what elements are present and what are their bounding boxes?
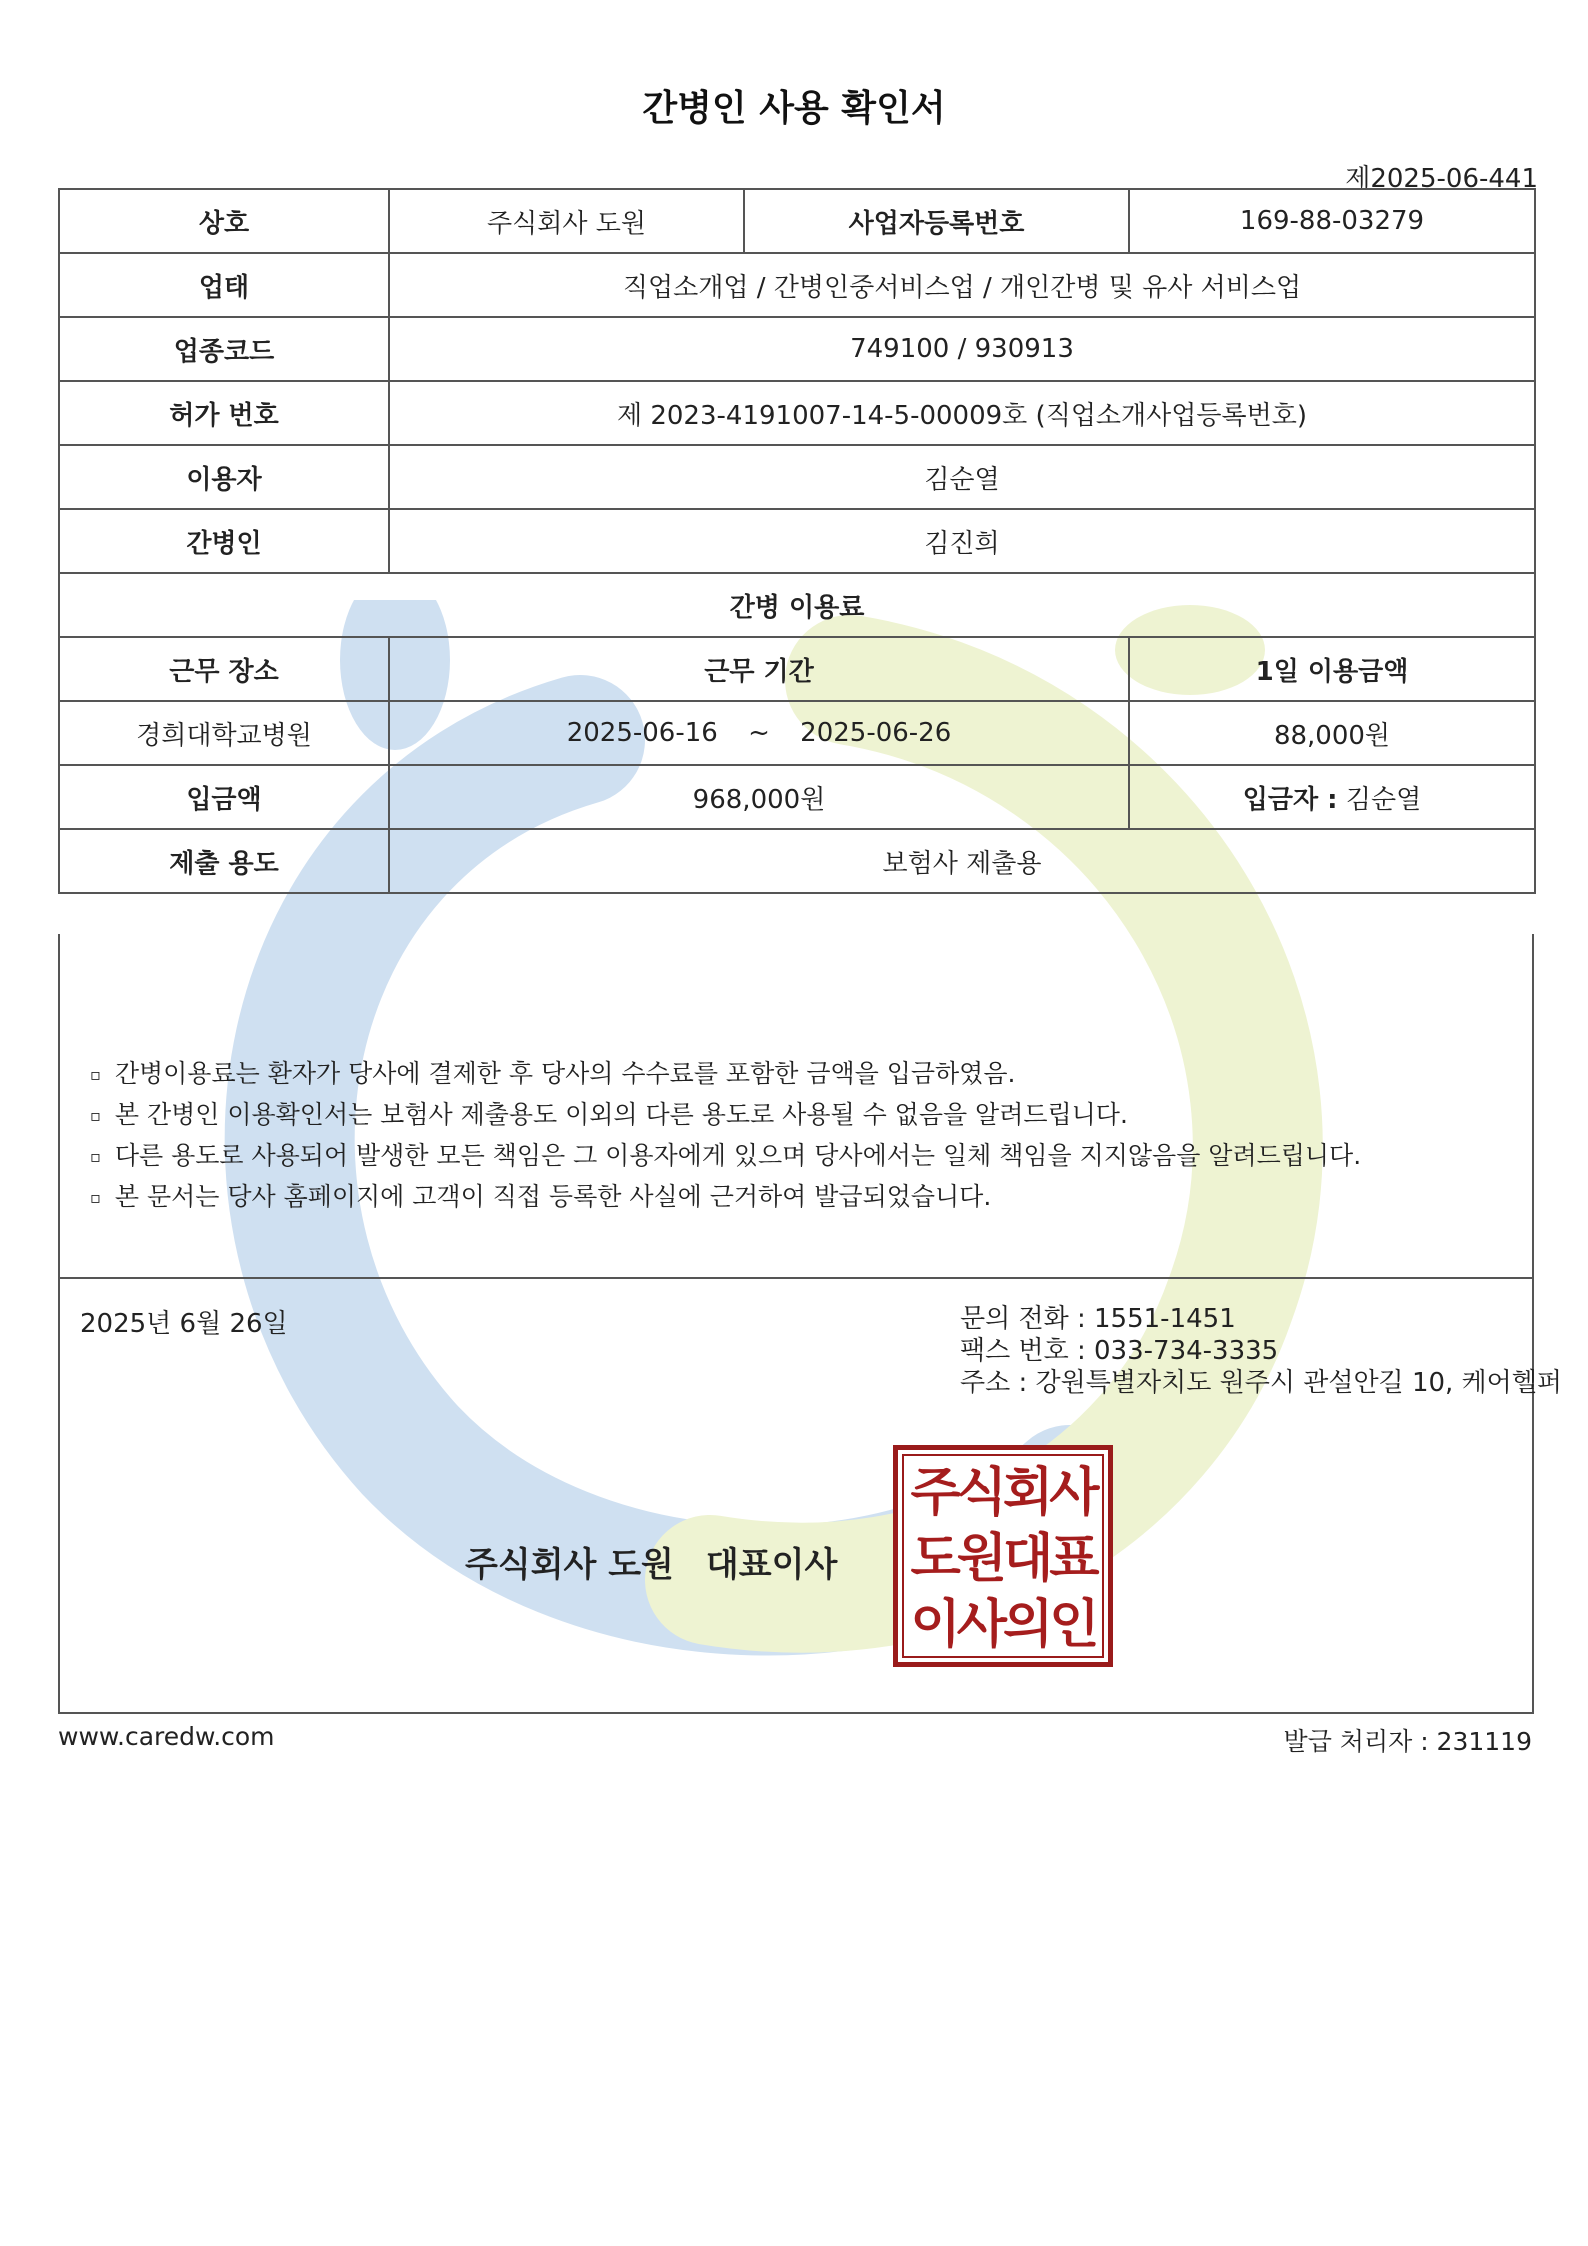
industry-code-label: 업종코드	[59, 317, 389, 381]
phone: 문의 전화 : 1551-1451	[960, 1304, 1236, 1334]
caregiver-label: 간병인	[59, 509, 389, 573]
license-label: 허가 번호	[59, 381, 389, 445]
info-table	[58, 188, 1536, 894]
seal-row: 주식회사	[910, 1463, 1096, 1523]
reg-number-label: 사업자등록번호	[744, 189, 1129, 253]
contact-info	[960, 1303, 1562, 1399]
depositor-label: 입금자 :	[1242, 784, 1338, 815]
reg-number: 169-88-03279	[1129, 189, 1535, 253]
signature-box	[58, 1279, 1563, 1714]
purpose: 보험사 제출용	[389, 829, 1535, 893]
daily-fee: 88,000원	[1129, 701, 1535, 765]
deposit-row	[59, 765, 1535, 829]
bullet-icon: ▫	[90, 1147, 101, 1166]
caregiver-name: 김진희	[389, 509, 1535, 573]
user-label: 이용자	[59, 445, 389, 509]
fee-header-row	[59, 637, 1535, 701]
work-place-label: 근무 장소	[59, 637, 389, 701]
fax: 팩스 번호 : 033-734-3335	[960, 1336, 1279, 1366]
notice-text: 본 간병인 이용확인서는 보험사 제출용도 이외의 다른 용도로 사용될 수 없음을 알려드립니다.	[114, 1100, 1128, 1129]
biz-type-label: 업태	[59, 253, 389, 317]
signature-line	[465, 1537, 869, 1586]
notice-text: 다른 용도로 사용되어 발생한 모든 책임은 그 이용자에게 있으며 당사에서는 일체 책임을 지지않음을 알려드립니다.	[114, 1141, 1362, 1170]
bullet-icon: ▫	[90, 1065, 101, 1084]
biz-type-row	[59, 253, 1535, 317]
ceo-title: 대표이사	[705, 1545, 838, 1585]
website-link[interactable]: www.caredw.com	[58, 1722, 275, 1751]
depositor-name: 김순열	[1345, 784, 1422, 815]
notice-item	[90, 1136, 1532, 1177]
seal-row: 도원대표	[910, 1529, 1096, 1589]
license-row	[59, 381, 1535, 445]
address: 주소 : 강원특별자치도 원주시 관설안길 10, 케어헬퍼	[960, 1368, 1563, 1398]
deposit-amount: 968,000원	[389, 765, 1129, 829]
company-name-label: 상호	[59, 189, 389, 253]
notice-box	[58, 934, 1534, 1279]
company-signature: 주식회사 도원	[465, 1545, 674, 1585]
issue-date: 2025년 6월 26일	[80, 1309, 288, 1339]
bullet-icon: ▫	[90, 1106, 101, 1125]
fee-section-row	[59, 573, 1535, 637]
notice-item	[90, 1177, 1532, 1218]
company-name: 주식회사 도원	[389, 189, 744, 253]
deposit-label: 입금액	[59, 765, 389, 829]
purpose-label: 제출 용도	[59, 829, 389, 893]
notice-list	[60, 934, 1532, 1218]
caregiver-row	[59, 509, 1535, 573]
page-title: 간병인 사용 확인서	[642, 88, 946, 129]
industry-code-row	[59, 317, 1535, 381]
fee-values-row	[59, 701, 1535, 765]
period-separator: ~	[748, 718, 770, 748]
bullet-icon: ▫	[90, 1188, 101, 1207]
industry-code: 749100 / 930913	[389, 317, 1535, 381]
notice-text: 간병이용료는 환자가 당사에 결제한 후 당사의 수수료를 포함한 금액을 입금하였음.	[114, 1059, 1016, 1088]
daily-fee-label: 1일 이용금액	[1129, 637, 1535, 701]
work-period-label: 근무 기간	[389, 637, 1129, 701]
notice-item	[90, 1054, 1532, 1095]
notice-item	[90, 1095, 1532, 1136]
seal-row: 이사의인	[910, 1595, 1096, 1655]
depositor	[1129, 765, 1535, 829]
issuer: 발급 처리자 : 231119	[1283, 1727, 1532, 1756]
fee-section-title: 간병 이용료	[59, 573, 1535, 637]
user-name: 김순열	[389, 445, 1535, 509]
notice-text: 본 문서는 당사 홈페이지에 고객이 직접 등록한 사실에 근거하여 발급되었습니다.	[114, 1182, 992, 1211]
document-number: 제2025-06-441	[1345, 164, 1538, 194]
period-end: 2025-06-26	[800, 718, 952, 748]
company-row	[59, 189, 1535, 253]
purpose-row	[59, 829, 1535, 893]
work-place: 경희대학교병원	[59, 701, 389, 765]
license-number: 제 2023-4191007-14-5-00009호 (직업소개사업등록번호)	[389, 381, 1535, 445]
company-seal	[893, 1445, 1113, 1667]
user-row	[59, 445, 1535, 509]
biz-type: 직업소개업 / 간병인중서비스업 / 개인간병 및 유사 서비스업	[389, 253, 1535, 317]
period-start: 2025-06-16	[566, 718, 718, 748]
work-period	[389, 701, 1129, 765]
